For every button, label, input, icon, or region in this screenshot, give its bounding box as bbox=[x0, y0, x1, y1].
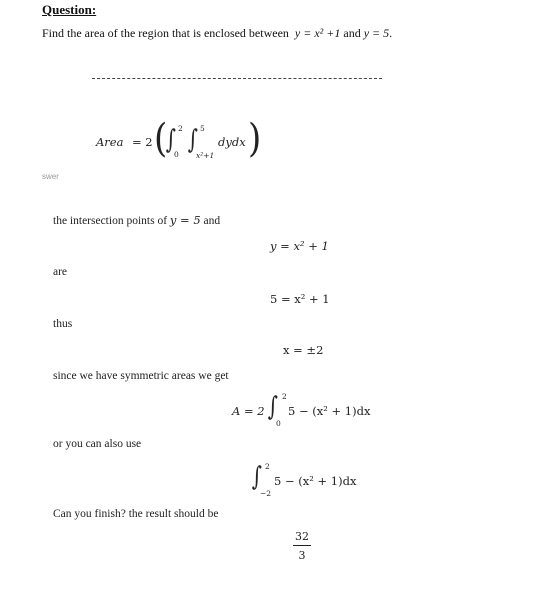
step4-upper-limit: 2 bbox=[282, 392, 287, 401]
step1-label: the intersection points of bbox=[53, 215, 168, 227]
section-divider bbox=[92, 78, 382, 79]
step4-integral-sign: ∫ bbox=[267, 392, 278, 422]
inner-integral-sign: ∫ bbox=[187, 125, 198, 155]
step5-integrand: 5 − (x² + 1)dx bbox=[274, 474, 357, 488]
step5-lower-limit: −2 bbox=[260, 489, 272, 498]
question-prompt-prefix: Find the area of the region that is enclosed between bbox=[42, 26, 289, 40]
result-denominator: 3 bbox=[298, 549, 306, 562]
step4-equation bbox=[232, 392, 372, 432]
inner-upper-limit: 5 bbox=[200, 124, 205, 133]
question-heading: Question: bbox=[42, 2, 97, 17]
left-paren: ( bbox=[154, 116, 168, 162]
step3-text: thus bbox=[53, 318, 73, 330]
result-fraction bbox=[293, 530, 311, 562]
question-curve2: y = 5 bbox=[363, 26, 390, 40]
outer-lower-limit: 0 bbox=[174, 150, 179, 159]
step5-equation bbox=[250, 462, 370, 502]
step6-text: Can you finish? the result should be bbox=[53, 508, 219, 520]
answer-label: swer bbox=[42, 172, 59, 181]
outer-upper-limit: 2 bbox=[178, 124, 183, 133]
area-eq: = 2 bbox=[132, 135, 153, 149]
outer-integral-sign: ∫ bbox=[165, 125, 176, 155]
question-period: . bbox=[389, 26, 393, 40]
question-conjunction: and bbox=[343, 26, 361, 40]
area-lhs: Area bbox=[96, 135, 124, 149]
step1-suffix: and bbox=[203, 215, 221, 227]
step2-equation: 5 = x² + 1 bbox=[270, 292, 330, 306]
step3-equation: x = ±2 bbox=[283, 343, 324, 357]
area-formula bbox=[96, 118, 276, 168]
question-curve1: y = x² +1 bbox=[294, 26, 341, 40]
step5-upper-limit: 2 bbox=[265, 462, 270, 471]
question-prompt bbox=[42, 26, 392, 41]
step1-equation: y = x² + 1 bbox=[270, 239, 329, 253]
step4-integrand: 5 − (x² + 1)dx bbox=[288, 404, 371, 418]
step4-lower-limit: 0 bbox=[276, 419, 281, 428]
step5-text: or you can also use bbox=[53, 438, 142, 450]
step2-text: are bbox=[53, 266, 68, 278]
right-paren: ) bbox=[248, 116, 262, 162]
step1-text bbox=[53, 213, 220, 227]
result-numerator: 32 bbox=[293, 530, 311, 546]
step4-prefix: A = 2 bbox=[232, 404, 265, 418]
step5-integral-sign: ∫ bbox=[251, 462, 262, 492]
step4-text: since we have symmetric areas we get bbox=[53, 370, 229, 382]
step1-inline-math: y = 5 bbox=[169, 213, 201, 227]
differential: dydx bbox=[218, 135, 246, 149]
inner-lower-limit: x²+1 bbox=[196, 151, 215, 160]
